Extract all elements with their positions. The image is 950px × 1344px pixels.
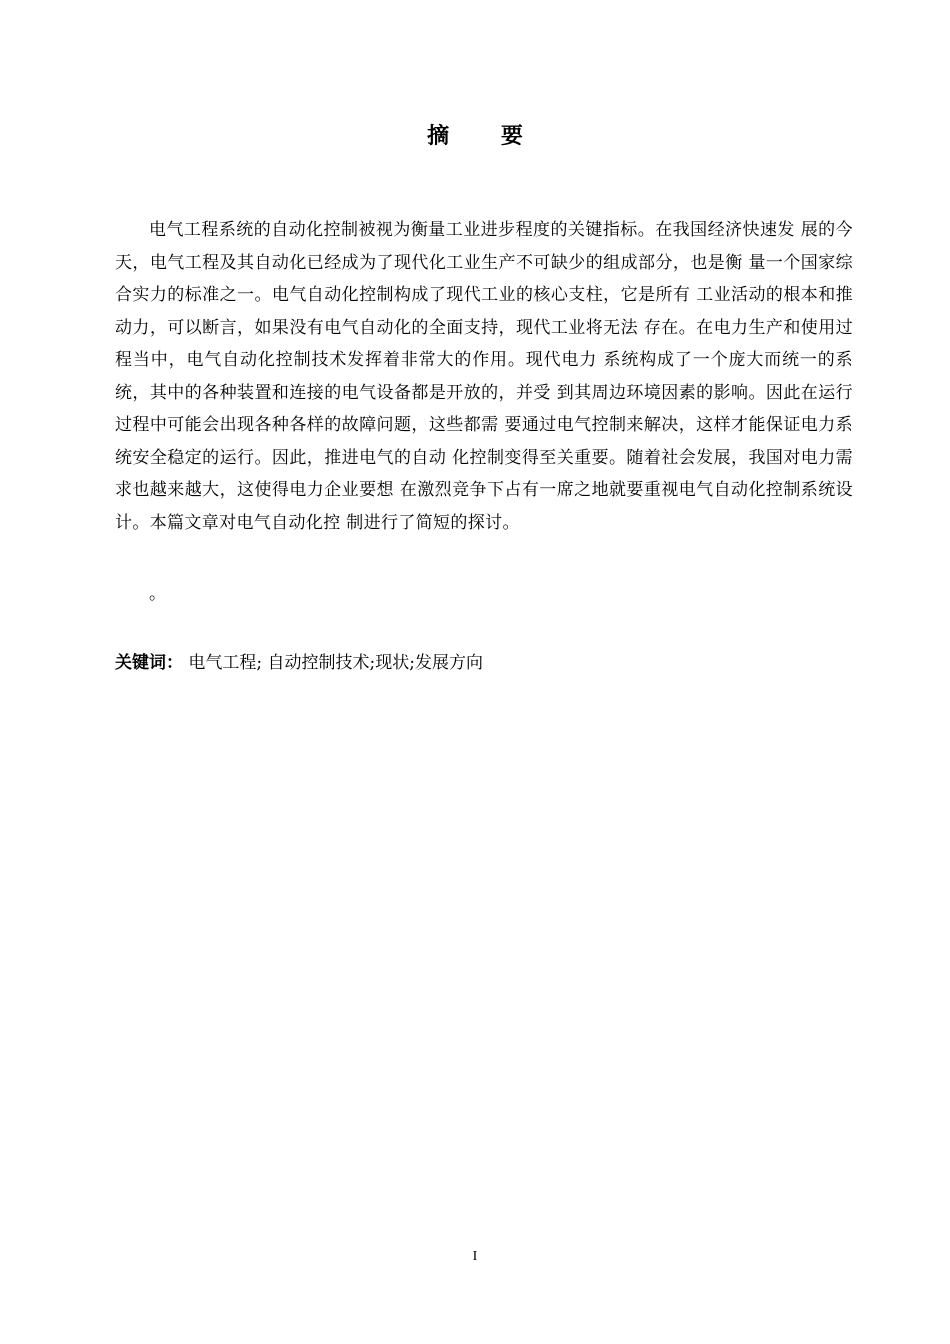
keywords-value: 电气工程; 自动控制技术;现状;发展方向	[188, 653, 483, 673]
page-number: I	[472, 1249, 478, 1264]
trailing-punctuation: 。	[149, 584, 166, 604]
keywords-label: 关键词：	[115, 653, 183, 673]
abstract-title: 摘 要	[427, 124, 545, 149]
abstract-body: 电气工程系统的自动化控制被视为衡量工业进步程度的关键指标。在我国经济快速发 展的今天，电气工程及其自动化已经成为了现代化工业生产不可缺少的组成部分，也是衡 量一个国家综合实力的标准之一。电气自动化控制构成了现代工业的核心支柱，它是所有 工业活动的根本和推动力，可以断言，如果没有电气自动化的全面支持，现代工业将无法 存在。在电力生产和使用过程当中，电气自动化控制技术发挥着非常大的作用。现代电力 系统构成了一个庞大而统一的系统，其中的各种装置和连接的电气设备都是开放的，并受 到其周边环境因素的影响。因此在运行过程中可能会出现各种各样的故障问题，这些都需 要通过电气控制来解决，这样才能保证电力系统安全稳定的运行。因此，推进电气的自动 化控制变得至关重要。随着社会发展，我国对电力需求也越来越大，这使得电力企业要想 在激烈竞争下占有一席之地就要重视电气自动化控制系统设计。本篇文章对电气自动化控 制进行了简短的探讨。	[115, 220, 853, 533]
keywords-line	[115, 648, 483, 678]
